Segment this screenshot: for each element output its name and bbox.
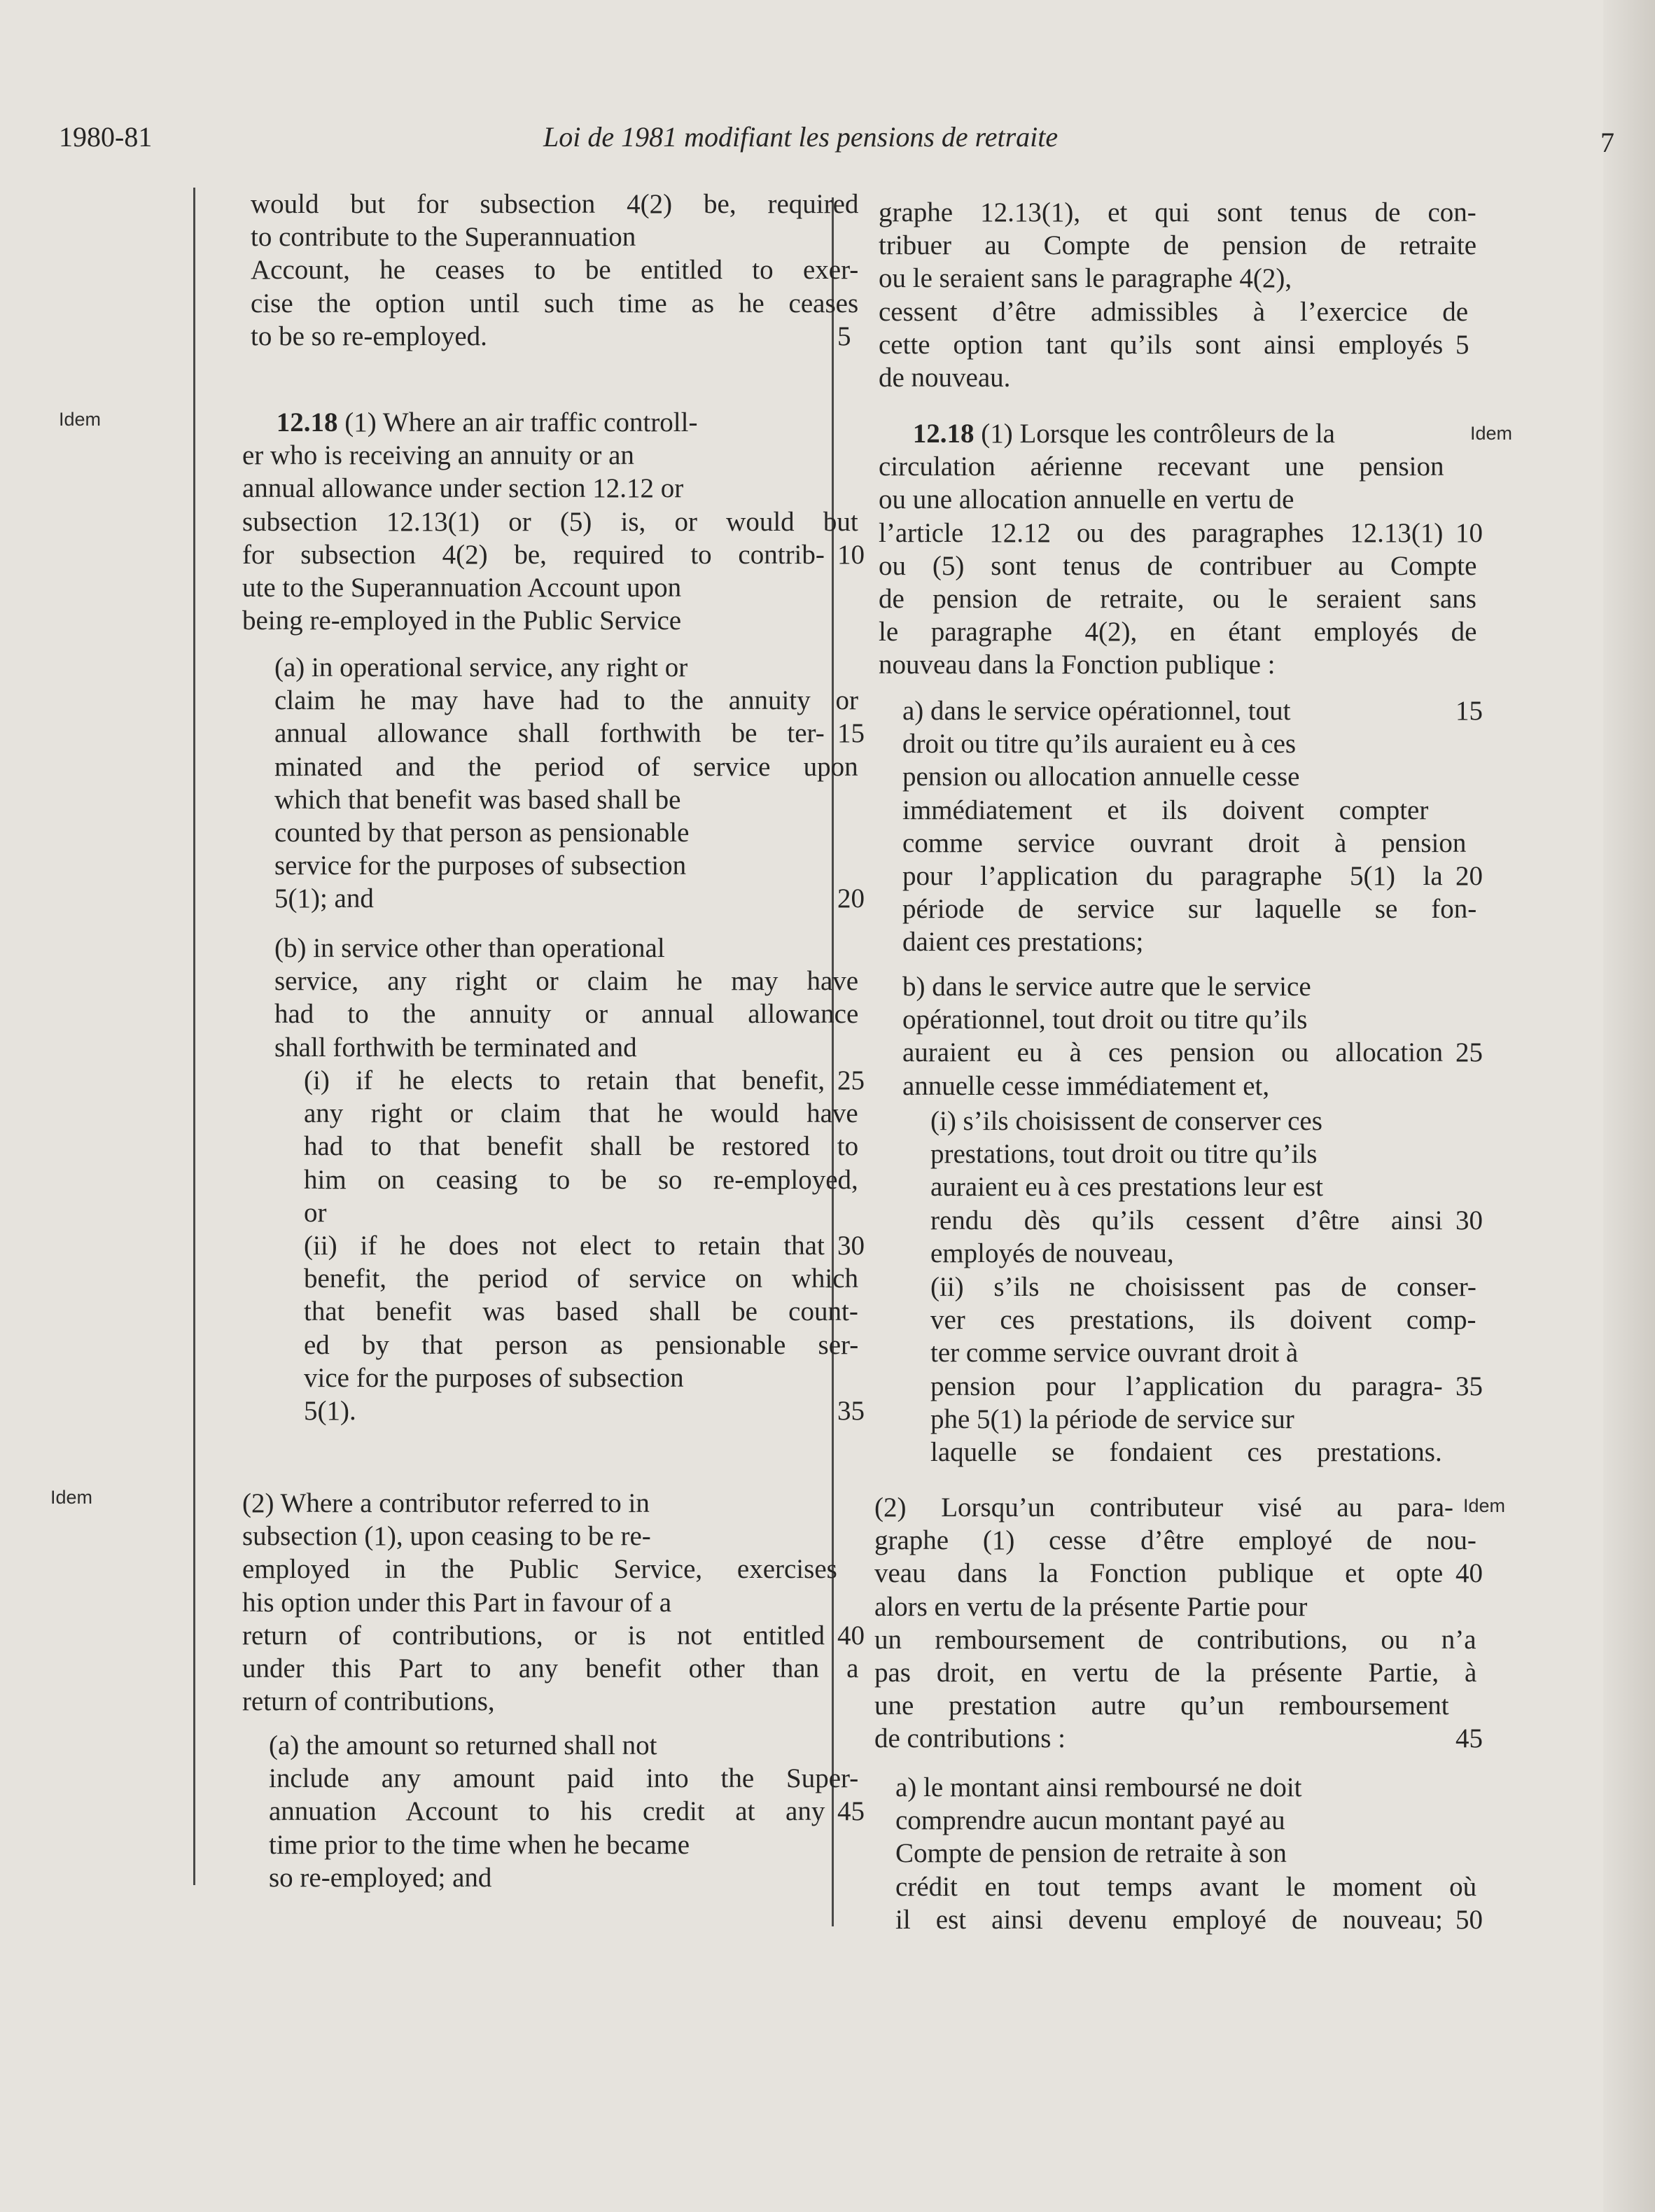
section-12-18-1 [242, 406, 865, 637]
text-line [274, 651, 858, 684]
line-number: 25 [1455, 1037, 1483, 1068]
line-text: annuelle cesse immédiatement et, [902, 1070, 1270, 1101]
line-text: Account, he ceases to be entitled to exer- [251, 255, 859, 286]
text-line [274, 932, 858, 965]
line-text: droit ou titre qu’ils auraient eu à ces [902, 729, 1297, 760]
line-text: annual allowance shall forthwith be ter- [274, 718, 825, 749]
line-text: to be so re-employed. [251, 321, 487, 351]
text-line [242, 505, 858, 538]
text-line [304, 1064, 865, 1097]
text-line [879, 196, 1476, 229]
line-text: (b) in service other than operational [274, 933, 665, 963]
text-line [304, 1130, 858, 1163]
line-text: (a) in operational service, any right or [274, 652, 688, 682]
line-text: er who is receiving an annuity or an [242, 440, 634, 471]
text-line [879, 483, 1476, 516]
line-text: service for the purposes of subsection [274, 850, 687, 881]
line-number: 15 [837, 718, 865, 749]
line-text: graphe 12.13(1), et qui sont tenus de con- [879, 197, 1476, 227]
line-text: annual allowance under section 12.12 or [242, 473, 684, 504]
line-text: his option under this Part in favour of a [242, 1587, 672, 1618]
line-text: 5(1). [304, 1395, 356, 1426]
text-line [902, 694, 1483, 727]
text-line [304, 1097, 858, 1130]
line-text: for subsection 4(2) be, required to contrib- [242, 539, 825, 570]
line-text: le paragraphe 4(2), en étant employés de [879, 617, 1477, 648]
text-line [902, 970, 1476, 1003]
text-line [879, 648, 1476, 681]
line-text: 5(1); and [274, 883, 374, 914]
text-line [902, 860, 1483, 892]
section-number: 12.18 [912, 419, 975, 449]
text-line [274, 750, 858, 783]
text-line [902, 925, 1476, 958]
line-text: time prior to the time when he became [269, 1829, 690, 1860]
line-text: cise the option until such time as he ceases [251, 288, 859, 318]
text-line [242, 1487, 858, 1520]
text-line [930, 1204, 1483, 1237]
line-text: ter comme service ouvrant droit à [930, 1338, 1299, 1368]
line-text: pour l’application du paragraphe 5(1) la [902, 860, 1443, 891]
margin-note-idem: Idem [50, 1487, 93, 1508]
line-text: alors en vertu de la présente Partie pour [874, 1591, 1308, 1622]
line-number: 15 [1455, 696, 1483, 726]
text-line [879, 550, 1476, 582]
text-line [902, 760, 1476, 793]
text-line [274, 684, 858, 717]
line-text: had to that benefit shall be restored to [304, 1131, 859, 1162]
text-line [930, 1370, 1483, 1403]
subsection-2-clause-a [895, 1771, 1483, 1936]
page-edge-shadow [1603, 0, 1655, 2212]
line-text: vice for the purposes of subsection [304, 1362, 684, 1393]
line-text: prestations, tout droit ou titre qu’ils [930, 1139, 1318, 1170]
line-text: opérationnel, tout droit ou titre qu’ils [902, 1004, 1308, 1035]
text-line [242, 439, 858, 472]
line-text: (2) Where a contributor referred to in [242, 1488, 650, 1518]
line-text: rendu dès qu’ils cessent d’être ainsi [930, 1205, 1443, 1236]
margin-note-idem: Idem [1463, 1495, 1506, 1516]
text-line [274, 882, 865, 915]
line-text: immédiatement et ils doivent compter [902, 794, 1429, 825]
text-line [304, 1262, 858, 1295]
line-text: him on ceasing to be so re-employed, [304, 1164, 858, 1195]
text-line [930, 1270, 1476, 1303]
text-line [902, 1070, 1476, 1102]
line-text: ou (5) sont tenus de contribuer au Compte [879, 550, 1477, 581]
line-text: ver ces prestations, ils doivent comp- [930, 1305, 1476, 1336]
margin-note-idem: Idem [59, 409, 102, 430]
line-number: 5 [1455, 329, 1469, 360]
section-lines [242, 439, 865, 637]
line-text: return of contributions, [242, 1686, 495, 1717]
line-number: 10 [1455, 517, 1483, 548]
line-text: b) dans le service autre que le service [902, 972, 1311, 1002]
text-line [879, 262, 1476, 295]
line-text: or [304, 1197, 327, 1228]
line-text: subsection (1), upon ceasing to be re- [242, 1521, 651, 1552]
line-text: a) le montant ainsi remboursé ne doit [895, 1772, 1302, 1802]
text-line [242, 1586, 858, 1619]
text-line [874, 1524, 1476, 1557]
text-line [902, 1003, 1476, 1036]
line-text: (a) the amount so returned shall not [269, 1730, 657, 1760]
subsection-2 [242, 1487, 865, 1718]
line-text: graphe (1) cesse d’être employé de nou- [874, 1525, 1476, 1556]
text-line [304, 1394, 865, 1427]
line-number: 35 [1455, 1371, 1483, 1401]
text-line [304, 1196, 858, 1229]
line-number: 30 [837, 1231, 865, 1261]
line-text: (ii) if he does not elect to retain that [304, 1231, 825, 1261]
line-text: so re-employed; and [269, 1862, 492, 1893]
line-text: pas droit, en vertu de la présente Partie, à [874, 1657, 1477, 1688]
text-line [895, 1771, 1476, 1804]
line-text: période de service sur laquelle se fon- [902, 894, 1477, 925]
line-text: would but for subsection 4(2) be, required [251, 189, 859, 219]
line-text: employed in the Public Service, exercises [242, 1554, 837, 1585]
line-number: 25 [837, 1065, 865, 1096]
paragraph-continuation [251, 188, 858, 353]
text-line [930, 1436, 1476, 1469]
header-title: Loi de 1981 modifiant les pensions de retraite [543, 121, 1059, 153]
line-number: 20 [837, 883, 865, 914]
line-number: 10 [837, 539, 865, 570]
line-text: to contribute to the Superannuation [251, 222, 636, 253]
line-number: 5 [837, 321, 851, 351]
line-text: annuation Account to his credit at any [269, 1796, 825, 1827]
section-12-18-1 [879, 417, 1483, 682]
line-text: subsection 12.13(1) or (5) is, or would but [242, 506, 858, 537]
text-line [879, 615, 1476, 648]
section-first-line: (1) Where an air traffic controll- [344, 407, 698, 438]
text-line [242, 472, 858, 505]
text-line [274, 717, 865, 750]
line-text: pension pour l’application du paragra- [930, 1371, 1443, 1401]
text-line [930, 1237, 1476, 1270]
line-text: cessent d’être admissibles à l’exercice de [879, 296, 1469, 327]
line-text: ou le seraient sans le paragraphe 4(2), [879, 263, 1292, 294]
margin-note-idem: Idem [1470, 423, 1513, 444]
header-year: 1980-81 [59, 121, 153, 153]
text-line [895, 1870, 1476, 1903]
text-line [242, 604, 858, 637]
section-heading-line [879, 417, 1476, 450]
subclause-i [930, 1105, 1483, 1270]
text-line [304, 1362, 858, 1394]
text-line [930, 1138, 1476, 1170]
text-line [242, 1520, 858, 1553]
subclause-ii [304, 1229, 865, 1427]
section-heading-line [242, 406, 858, 439]
subsection-2-clause-a [269, 1729, 865, 1894]
line-text: ute to the Superannuation Account upon [242, 572, 682, 603]
header-page-number: 7 [1600, 127, 1614, 158]
text-line [930, 1403, 1476, 1436]
line-text: shall forthwith be terminated and [274, 1032, 637, 1063]
line-number: 45 [1455, 1723, 1483, 1754]
line-text: that benefit was based shall be count- [304, 1296, 858, 1327]
text-line [930, 1105, 1476, 1138]
text-line [879, 229, 1476, 262]
text-line [251, 188, 858, 220]
text-line [874, 1623, 1476, 1656]
text-line [269, 1861, 858, 1894]
line-text: return of contributions, or is not entitled [242, 1620, 825, 1651]
line-text: include any amount paid into the Super- [269, 1763, 859, 1794]
line-text: which that benefit was based shall be [274, 784, 681, 815]
line-text: de contributions : [874, 1723, 1066, 1754]
text-line [304, 1163, 858, 1196]
text-line [242, 1685, 858, 1718]
line-text: benefit, the period of service on which [304, 1264, 859, 1294]
line-number: 40 [837, 1620, 865, 1651]
text-line [895, 1837, 1476, 1870]
text-line [930, 1336, 1476, 1369]
line-text: une prestation autre qu’un remboursement [874, 1690, 1449, 1721]
line-text: un remboursement de contributions, ou n’a [874, 1624, 1476, 1655]
text-line [902, 892, 1476, 925]
text-line [269, 1828, 858, 1861]
line-text: tribuer au Compte de pension de retraite [879, 230, 1477, 261]
section-lines [879, 450, 1483, 681]
left-column-rule [193, 188, 195, 1885]
line-text: il est ainsi devenu employé de nouveau; [895, 1904, 1443, 1935]
text-line [242, 1652, 858, 1685]
text-line [274, 783, 858, 816]
text-line [274, 849, 858, 882]
text-line [251, 253, 858, 286]
text-line [251, 320, 858, 353]
clause-a [274, 651, 865, 916]
text-line [251, 287, 858, 320]
text-line [274, 965, 858, 997]
line-text: ou une allocation annuelle en vertu de [879, 484, 1294, 515]
text-line [251, 220, 858, 253]
line-number: 20 [1455, 860, 1483, 891]
text-line [874, 1491, 1476, 1524]
text-line [242, 538, 865, 571]
line-number: 35 [837, 1395, 865, 1426]
line-text: l’article 12.12 ou des paragraphes 12.13(1) [879, 517, 1444, 548]
line-text: auraient eu à ces prestations leur est [930, 1172, 1323, 1203]
section-first-line: (1) Lorsque les contrôleurs de la [981, 419, 1335, 449]
line-text: auraient eu à ces pension ou allocation [902, 1037, 1444, 1068]
text-line [879, 450, 1476, 483]
text-line [269, 1795, 865, 1828]
line-text: pension ou allocation annuelle cesse [902, 762, 1300, 792]
line-number: 40 [1455, 1558, 1483, 1589]
subclause-i [304, 1064, 865, 1229]
line-text: ed by that person as pensionable ser- [304, 1329, 859, 1360]
line-text: circulation aérienne recevant une pension [879, 451, 1444, 482]
text-line [304, 1229, 865, 1262]
paragraph-continuation [879, 196, 1476, 394]
line-text: comprendre aucun montant payé au [895, 1805, 1285, 1836]
text-line [874, 1656, 1476, 1689]
text-line [874, 1557, 1483, 1590]
line-text: a) dans le service opérationnel, tout [902, 696, 1291, 726]
line-text: (ii) s’ils ne choisissent pas de conser- [930, 1272, 1476, 1302]
text-line [274, 1031, 858, 1064]
text-line [902, 1036, 1483, 1069]
line-text: minated and the period of service upon [274, 751, 858, 782]
text-line [879, 361, 1476, 394]
text-line [930, 1170, 1476, 1203]
text-line [304, 1329, 858, 1362]
line-text: de nouveau. [879, 362, 1011, 393]
text-line [902, 727, 1476, 760]
line-text: phe 5(1) la période de service sur [930, 1404, 1294, 1434]
line-text: employés de nouveau, [930, 1238, 1174, 1268]
line-text: de pension de retraite, ou le seraient sans [879, 583, 1476, 614]
line-text: (i) s’ils choisissent de conserver ces [930, 1106, 1322, 1136]
line-text: (i) if he elects to retain that benefit, [304, 1065, 825, 1096]
clause-b [902, 970, 1483, 1102]
text-line [895, 1804, 1476, 1837]
text-line [274, 816, 858, 849]
line-text: counted by that person as pensionable [274, 817, 690, 848]
text-line [304, 1295, 858, 1328]
line-text: daient ces prestations; [902, 927, 1144, 958]
line-text: cette option tant qu’ils sont ainsi employés [879, 329, 1444, 360]
line-text: under this Part to any benefit other than a [242, 1653, 859, 1684]
clause-a [902, 694, 1483, 959]
text-line [242, 1553, 858, 1586]
subsection-2 [874, 1491, 1483, 1756]
line-text: Compte de pension de retraite à son [895, 1838, 1287, 1869]
text-line [274, 997, 858, 1030]
section-number: 12.18 [276, 407, 338, 438]
text-line [895, 1903, 1483, 1936]
subclause-ii [930, 1270, 1483, 1469]
line-text: nouveau dans la Fonction publique : [879, 650, 1276, 680]
line-text: claim he may have had to the annuity or [274, 685, 858, 716]
text-line [879, 328, 1476, 361]
text-line [879, 582, 1476, 615]
line-text: being re-employed in the Public Service [242, 606, 682, 636]
line-text: (2) Lorsqu’un contributeur visé au para- [874, 1492, 1454, 1522]
line-text: comme service ouvrant droit à pension [902, 827, 1467, 858]
text-line [242, 571, 858, 604]
line-text: laquelle se fondaient ces prestations. [930, 1436, 1442, 1467]
line-text: service, any right or claim he may have [274, 966, 859, 997]
text-line [902, 794, 1476, 827]
text-line [902, 827, 1476, 860]
line-text: any right or claim that he would have [304, 1098, 858, 1129]
clause-b [274, 932, 858, 1064]
text-line [269, 1729, 858, 1762]
text-line [930, 1303, 1476, 1336]
text-line [874, 1689, 1476, 1722]
line-text: veau dans la Fonction publique et opte [874, 1558, 1444, 1589]
text-line [242, 1619, 865, 1652]
line-number: 50 [1455, 1904, 1483, 1935]
text-line [269, 1762, 858, 1795]
line-text: crédit en tout temps avant le moment où [895, 1871, 1477, 1902]
line-number: 30 [1455, 1205, 1483, 1236]
text-line [879, 295, 1476, 328]
line-number: 45 [837, 1796, 865, 1827]
text-line [874, 1590, 1476, 1623]
text-line [874, 1722, 1483, 1755]
line-text: had to the annuity or annual allowance [274, 999, 859, 1030]
text-line [879, 517, 1483, 550]
